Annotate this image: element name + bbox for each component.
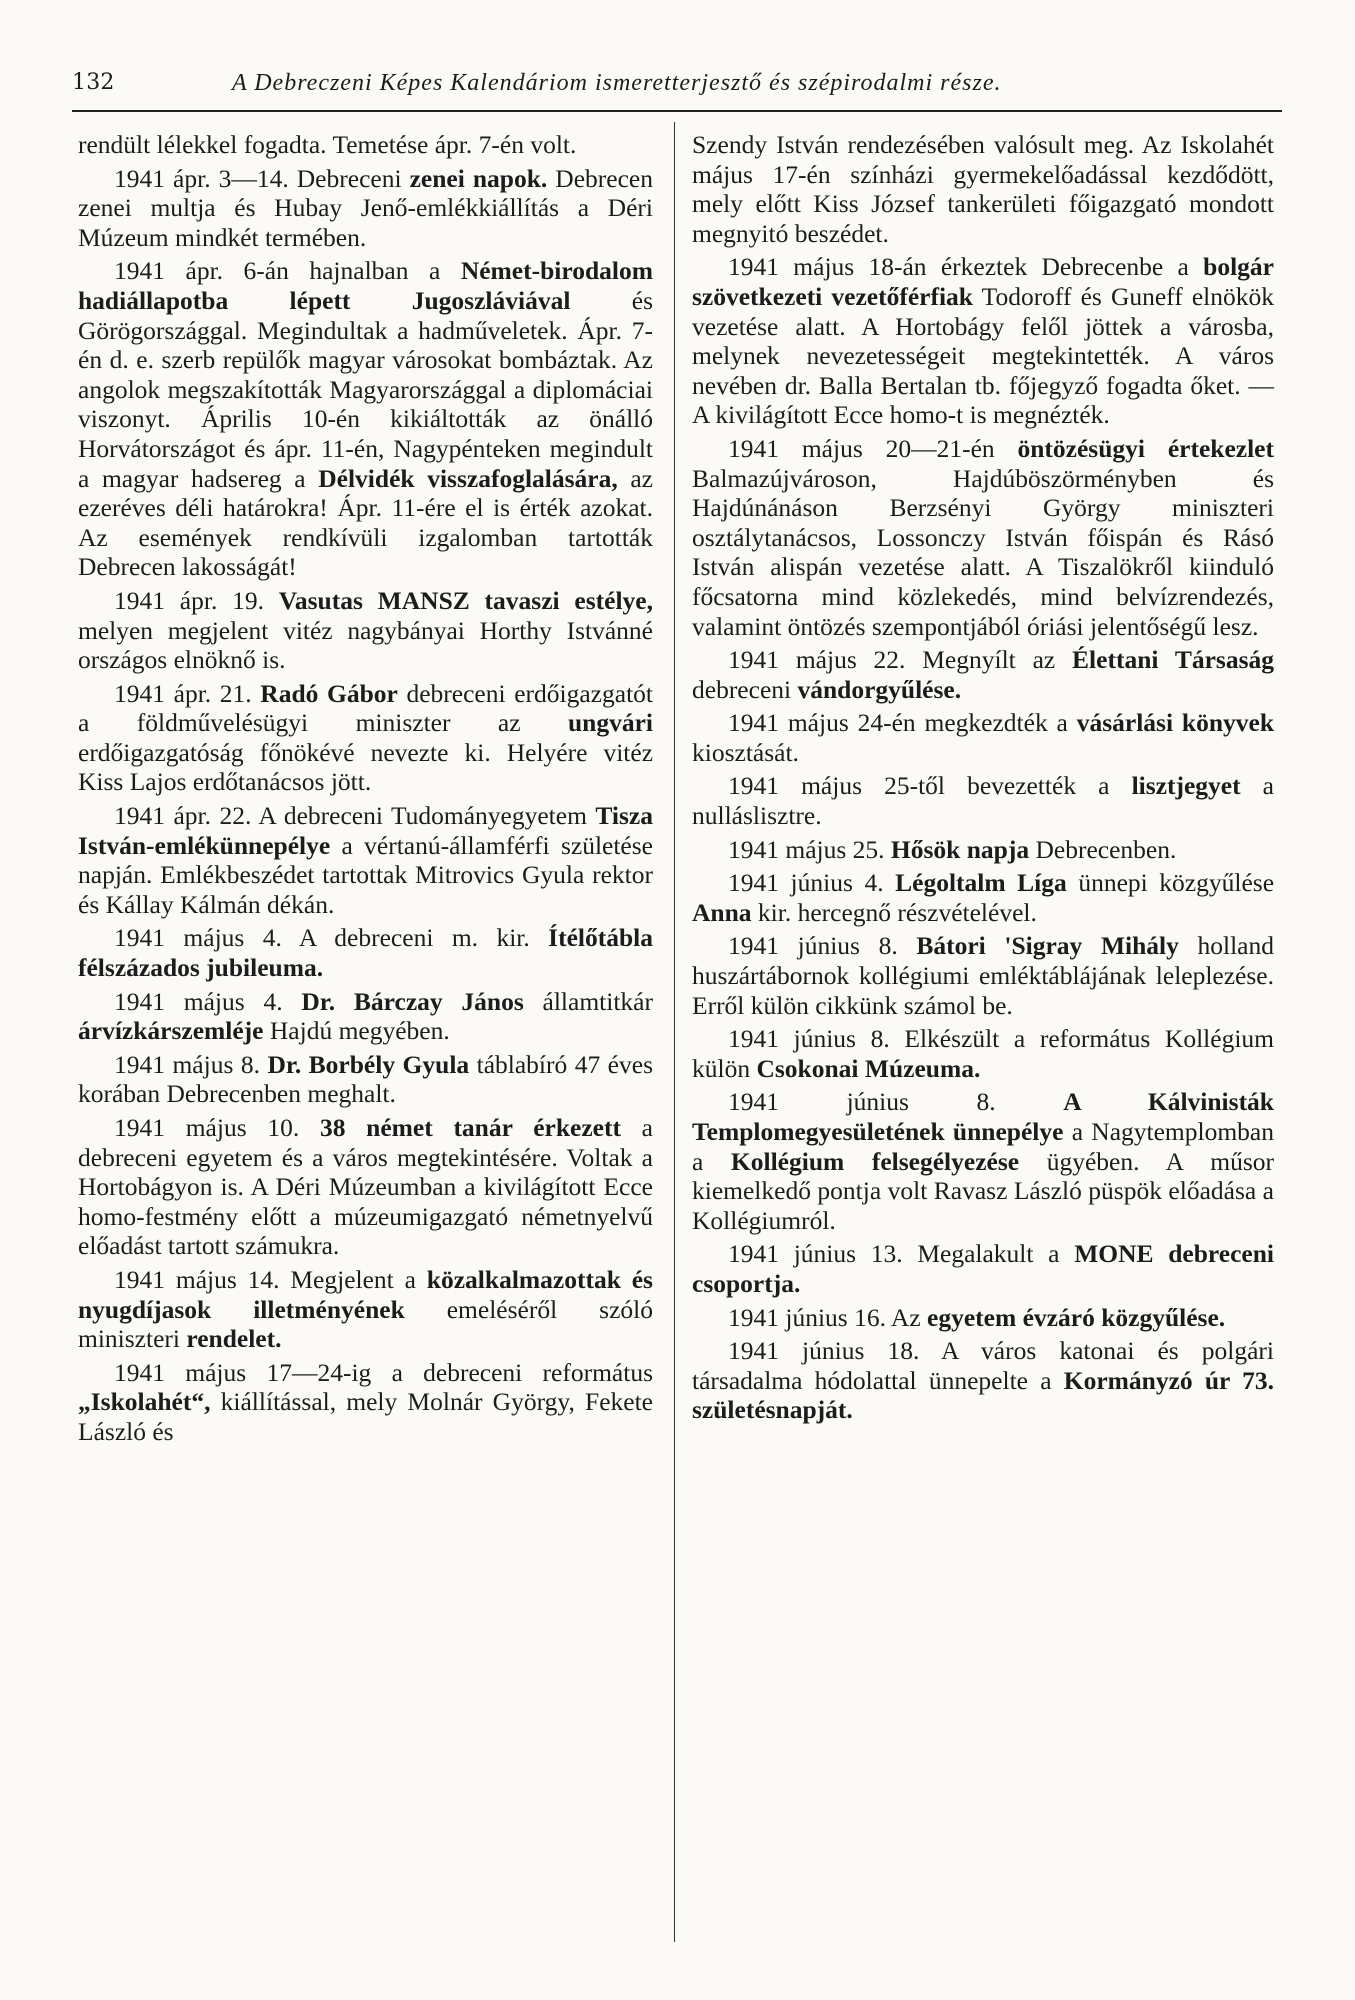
chronicle-entry bbox=[78, 1358, 653, 1447]
entry-text: 1941 június 8. bbox=[728, 931, 917, 961]
entry-text: a debreceni egyetem és a város megtekintésére. Voltak a Hortobágyon is. A Déri Múzeumban a kivilágított Ecce homo-festmény előtt a múzeumigazgató németnyelvű előadást tartott számukra. bbox=[78, 1113, 653, 1261]
entry-text: 1941 ápr. 3—14. Debreceni bbox=[114, 163, 410, 193]
bold-text: bolgár szövetkezeti vezetőférfiak bbox=[692, 252, 1274, 311]
entry-text: kir. hercegnő részvételével. bbox=[751, 897, 1037, 927]
entry-text: 1941 ápr. 6-án hajnalban a bbox=[114, 256, 461, 286]
right-column bbox=[692, 130, 1274, 1429]
entry-text: 1941 május 18-án érkeztek Debrecenbe a bbox=[728, 252, 1204, 282]
bold-text: Bátori 'Sigray Mihály bbox=[916, 931, 1179, 961]
header-rule bbox=[72, 110, 1282, 112]
bold-text: Délvidék visszafoglalására, bbox=[318, 463, 618, 493]
entry-text: az ezeréves déli határokra! Ápr. 11-ére el is érték azokat. Az események rendkívüli izgalomban tartották Debrecen lakosságát! bbox=[78, 463, 653, 582]
bold-text: Csokonai Múzeuma. bbox=[756, 1053, 981, 1083]
chronicle-entry bbox=[692, 868, 1274, 927]
bold-text: zenei napok. bbox=[409, 163, 548, 193]
entry-text: 1941 május 4. bbox=[114, 986, 302, 1016]
bold-text: MONE debreceni csoportja. bbox=[692, 1239, 1274, 1298]
entry-text: Balmazújvároson, Hajdúböszörményben és Hajdúnánáson Berzsényi György miniszteri osztálytanácsos, Lossonczy István főispán és Rásó István alispán vezetése alatt. A Tiszalökről kiinduló főcsatorna mind közlekedés, mind belvízrendezés, valamint öntözés szempontjából óriási jelentőségű lesz. bbox=[692, 463, 1274, 641]
bold-text: „Iskolahét“, bbox=[78, 1387, 211, 1417]
entry-text: 1941 ápr. 19. bbox=[114, 585, 279, 615]
bold-text: Kollégium felsegélyezése bbox=[730, 1146, 1020, 1176]
chronicle-entry bbox=[78, 164, 653, 253]
column-divider bbox=[674, 122, 675, 1942]
entry-text: 1941 május 10. bbox=[114, 1113, 320, 1142]
chronicle-entry bbox=[78, 923, 653, 982]
chronicle-entry bbox=[692, 130, 1274, 248]
chronicle-entry bbox=[78, 256, 653, 582]
bold-text: Hősök napja bbox=[890, 834, 1030, 864]
entry-text: 1941 május 24-én megkezdték a bbox=[728, 708, 1077, 738]
entry-text: 1941 június 16. Az bbox=[728, 1302, 928, 1332]
entry-text: Szendy István rendezésében valósult meg. Az Iskolahét május 17-én színházi gyermekelőadással kezdődött, mely előtt Kiss József tankerületi főigazgató mondott megnyitó beszédet. bbox=[692, 130, 1274, 248]
bold-text: egyetem évzáró közgyűlése. bbox=[927, 1302, 1226, 1332]
bold-text: Anna bbox=[692, 897, 752, 927]
entry-text: 1941 május 8. bbox=[114, 1049, 268, 1079]
entry-text: és Görögországgal. Megindultak a hadműveletek. Ápr. 7-én d. e. szerb repülők magyar városokat bombáztak. Az angolok megszakították Magyarországgal a diplomáciai viszonyt. Április 10-én kikiáltották az önálló Horvátországot és ápr. 11-én, Nagypénteken megindult a magyar hadsereg a bbox=[78, 285, 653, 493]
chronicle-entry bbox=[692, 771, 1274, 830]
entry-text: 1941 június 8. bbox=[728, 1087, 1064, 1117]
entry-text: táblabíró 47 éves korában Debrecenben meghalt. bbox=[78, 1049, 653, 1109]
bold-text: Német-birodalom hadiállapotba lépett Jugoszláviával bbox=[78, 256, 653, 315]
entry-text: 1941 május 25-től bevezették a bbox=[728, 771, 1132, 801]
entry-text: 1941 május 22. Megnyílt az bbox=[728, 645, 1073, 675]
chronicle-entry bbox=[692, 708, 1274, 767]
entry-text: 1941 május 14. Megjelent a bbox=[114, 1264, 427, 1294]
bold-text: Ítélőtábla félszázados jubileuma. bbox=[78, 923, 653, 983]
entry-text: 1941 június 13. Megalakult a bbox=[728, 1239, 1075, 1269]
chronicle-entry bbox=[78, 130, 653, 160]
chronicle-entry bbox=[692, 835, 1274, 865]
chronicle-entry bbox=[692, 1303, 1274, 1333]
entry-text: 1941 május 17—24-ig a debreceni református bbox=[114, 1357, 653, 1387]
entry-text: debreceni erdőigazgatót a földművelésügyi miniszter az bbox=[78, 678, 653, 738]
entry-text: a nulláslisztre. bbox=[692, 771, 1274, 831]
entry-text: a vértanú-államférfi születése napján. Emlékbeszédet tartottak Mitrovics Gyula rektor és Kállay Kálmán dékán. bbox=[78, 830, 653, 919]
entry-text: 1941 ápr. 22. A debreceni Tudományegyetem bbox=[114, 801, 596, 831]
bold-text: vándorgyűlése. bbox=[797, 674, 962, 704]
entry-text: 1941 május 4. A debreceni m. kir. bbox=[114, 923, 549, 953]
chronicle-entry bbox=[692, 1239, 1274, 1298]
entry-text: 1941 június 4. bbox=[728, 868, 896, 898]
bold-text: közalkalmazottak és nyugdíjasok illetményének bbox=[78, 1264, 653, 1324]
chronicle-entry bbox=[78, 801, 653, 919]
entry-text: ügyében. A műsor kiemelkedő pontja volt Ravasz László püspök előadása a Kollégiumról. bbox=[692, 1146, 1274, 1235]
entry-text: emeléséről szóló miniszteri bbox=[78, 1294, 653, 1354]
entry-text: 1941 június 18. A város katonai és polgári társadalma hódolattal ünnepelte a bbox=[692, 1336, 1274, 1395]
entry-text: holland huszártábornok kollégiumi emléktáblájának leleplezése. Erről külön cikkünk számol be. bbox=[692, 931, 1274, 1020]
bold-text: Kormányzó úr 73. születésnapját. bbox=[692, 1365, 1275, 1425]
bold-text: Dr. Borbély Gyula bbox=[267, 1049, 470, 1079]
bold-text: Élettani Társaság bbox=[1072, 645, 1274, 675]
chronicle-entry bbox=[78, 586, 653, 675]
entry-text: Debrecen zenei multja és Hubay Jenő-emlékkiállítás a Déri Múzeum mindkét termében. bbox=[78, 163, 653, 252]
entry-text: erdőigazgatóság főnökévé nevezte ki. Helyére vitéz Kiss Lajos erdőtanácsos jött. bbox=[78, 737, 653, 797]
bold-text: ungvári bbox=[567, 708, 653, 738]
bold-text: Tisza István-emlékünnepélye bbox=[78, 801, 653, 860]
bold-text: Radó Gábor bbox=[260, 678, 398, 708]
chronicle-entry bbox=[692, 1024, 1274, 1083]
entry-text: kiállítással, mely Molnár György, Fekete László és bbox=[78, 1387, 653, 1446]
chronicle-entry bbox=[692, 931, 1274, 1020]
bold-text: árvízkárszemléje bbox=[78, 1016, 264, 1046]
chronicle-entry bbox=[692, 434, 1274, 641]
bold-text: lisztjegyet bbox=[1131, 771, 1241, 801]
chronicle-entry bbox=[692, 645, 1274, 704]
chronicle-entry bbox=[78, 987, 653, 1046]
running-title: A Debreczeni Képes Kalendáriom ismeretterjesztő és szépirodalmi része. bbox=[232, 70, 1002, 96]
chronicle-entry bbox=[78, 1050, 653, 1109]
entry-text: ünnepi közgyűlése bbox=[1066, 868, 1275, 898]
entry-text: debreceni bbox=[692, 674, 798, 704]
bold-text: 38 német tanár érkezett bbox=[319, 1113, 621, 1142]
bold-text: vásárlási könyvek bbox=[1076, 708, 1274, 738]
entry-text: kiosztását. bbox=[692, 737, 799, 767]
chronicle-entry bbox=[692, 1087, 1274, 1235]
entry-text: 1941 június 8. Elkészült a református Kollégium külön bbox=[692, 1024, 1274, 1083]
bold-text: Légoltalm Líga bbox=[895, 868, 1067, 898]
bold-text: A Kálvinisták Templomegyesületének ünnepélye bbox=[692, 1087, 1274, 1146]
chronicle-entry bbox=[78, 1113, 653, 1261]
chronicle-entry bbox=[78, 1265, 653, 1354]
entry-text: 1941 május 25. bbox=[728, 834, 891, 864]
entry-text: államtitkár bbox=[523, 986, 653, 1016]
entry-text: rendült lélekkel fogadta. Temetése ápr. 7-én volt. bbox=[78, 130, 577, 159]
entry-text: Todoroff és Guneff elnökök vezetése alatt. A Hortobágy felől jöttek a városba, melynek nevezetességeit megtekintették. A város nevében dr. Balla Bertalan tb. főjegyző fogadta őket. — A kivilágított Ecce homo-t is megnézték. bbox=[692, 281, 1274, 430]
entry-text: 1941 ápr. 21. bbox=[114, 678, 261, 708]
chronicle-entry bbox=[692, 252, 1274, 430]
entry-text: Hajdú megyében. bbox=[263, 1016, 450, 1046]
entry-text: melyen megjelent vitéz nagybányai Horthy Istvánné országos elnöknő is. bbox=[78, 615, 653, 675]
chronicle-entry bbox=[692, 1336, 1274, 1425]
bold-text: öntözésügyi értekezlet bbox=[1017, 433, 1274, 463]
bold-text: Vasutas MANSZ tavaszi estélye, bbox=[278, 585, 653, 615]
bold-text: rendelet. bbox=[186, 1324, 282, 1354]
entry-text: Debrecenben. bbox=[1029, 834, 1177, 864]
entry-text: 1941 május 20—21-én bbox=[728, 433, 1018, 463]
left-column bbox=[78, 130, 653, 1451]
bold-text: Dr. Bárczay János bbox=[301, 986, 524, 1016]
entry-text: a Nagytemplomban a bbox=[692, 1117, 1275, 1176]
page-number: 132 bbox=[72, 70, 115, 95]
chronicle-entry bbox=[78, 679, 653, 797]
